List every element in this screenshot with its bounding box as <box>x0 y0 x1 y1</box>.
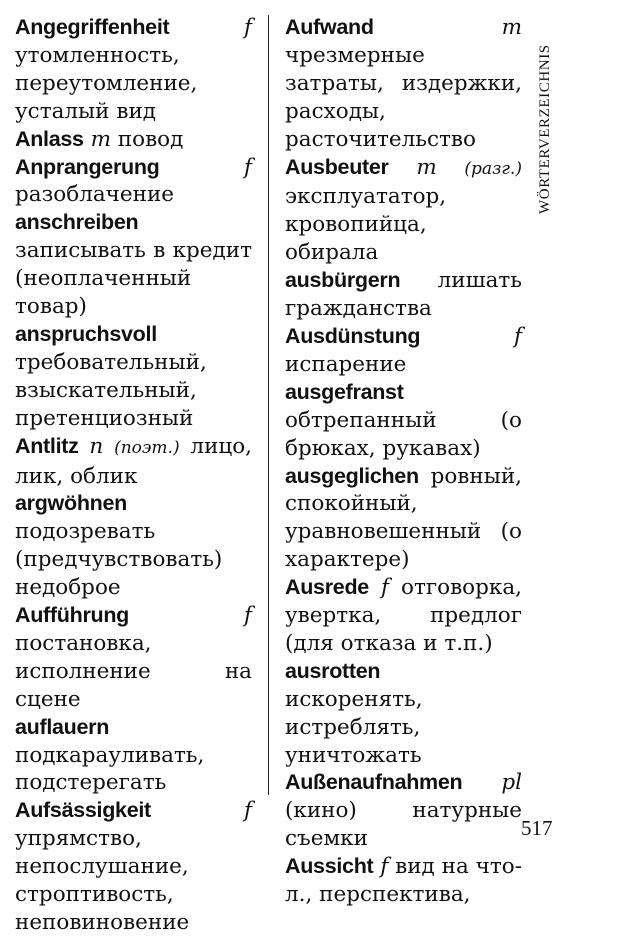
translation: лицо, лик, облик <box>15 433 253 489</box>
headword: Anlass <box>15 126 84 151</box>
grammar-tag: f <box>380 854 389 880</box>
translation: испарение <box>285 351 407 377</box>
translation: постановка, исполнение на сцене <box>15 630 252 712</box>
translation: утомленность, переутомление, усталый вид <box>15 42 198 124</box>
translation: обтрепанный (о брюках, рукавах) <box>285 407 522 461</box>
dictionary-entry <box>285 853 522 909</box>
section-side-label: WÖRTERVERZEICHNIS <box>537 44 553 214</box>
translation: искоренять, истреблять, уничтожать <box>285 686 423 768</box>
headword: Aufführung <box>15 603 130 628</box>
dictionary-entry <box>15 714 252 798</box>
translation: эксплуататор, кровопийца, обирала <box>285 184 447 266</box>
headword: Antlitz <box>15 433 79 458</box>
grammar-tag: m <box>416 154 437 180</box>
translation: вид на что-л., перспектива, <box>285 854 522 908</box>
grammar-tag: f <box>244 603 252 629</box>
grammar-tag: f <box>244 154 252 180</box>
headword: ausrotten <box>285 658 381 683</box>
headword: ausbürgern <box>285 268 401 293</box>
translation: подкарауливать, подстерегать <box>15 742 205 796</box>
headword: auflauern <box>15 714 110 739</box>
grammar-tag: pl <box>501 770 522 796</box>
dictionary-entry <box>285 658 522 770</box>
left-column <box>15 14 252 937</box>
translation: отговорка, увертка, предлог (для отказа и т.п.) <box>285 575 522 656</box>
translation: (кино) натурные съемки <box>285 798 522 852</box>
dictionary-entry <box>15 490 252 602</box>
headword: ausgeglichen <box>285 463 419 488</box>
dictionary-entry <box>285 463 522 575</box>
dictionary-entry <box>285 379 522 463</box>
translation: записывать в кредит (неоплаченный товар) <box>15 238 252 320</box>
usage-label: (разг.) <box>464 158 522 179</box>
translation: упрямство, непослушание, строптивость, неповиновение <box>15 826 190 935</box>
dictionary-entry <box>15 209 252 321</box>
column-divider <box>268 15 269 795</box>
translation: подозревать (предчувствовать) недоброе <box>15 519 223 601</box>
headword: Angegriffenheit <box>15 15 170 39</box>
translation: чрезмерные затраты, издержки, расходы, расточительство <box>285 42 522 152</box>
headword: Ausdünstung <box>285 323 421 348</box>
grammar-tag: f <box>244 15 252 40</box>
dictionary-entry <box>15 14 252 126</box>
grammar-tag: n <box>89 433 104 459</box>
translation: разоблачение <box>15 182 174 208</box>
translation: лишать гражданства <box>285 268 522 322</box>
grammar-tag: m <box>90 126 111 152</box>
usage-label: (поэт.) <box>114 437 180 458</box>
dictionary-entry <box>285 267 522 323</box>
headword: Aussicht <box>285 854 374 879</box>
dictionary-entry <box>15 797 252 937</box>
headword: Ausbeuter <box>285 154 389 179</box>
dictionary-entry <box>285 14 522 154</box>
headword: anspruchsvoll <box>15 321 157 346</box>
headword: Anprangerung <box>15 154 160 179</box>
translation: ровный, спокойный, уравновешенный (о характере) <box>285 463 522 573</box>
dictionary-entry <box>285 323 522 379</box>
grammar-tag: m <box>501 15 522 40</box>
headword: Aufsässigkeit <box>15 798 151 823</box>
headword: Ausrede <box>285 575 369 600</box>
translation: повод <box>117 126 184 152</box>
headword: Außenaufnahmen <box>285 770 463 795</box>
dictionary-entry <box>285 769 522 853</box>
grammar-tag: f <box>514 323 522 349</box>
grammar-tag: f <box>244 798 252 824</box>
page-number: 517 <box>521 816 553 840</box>
dictionary-entry <box>285 154 522 268</box>
right-column <box>285 14 522 909</box>
dictionary-entry <box>15 602 252 714</box>
dictionary-entry <box>15 126 252 154</box>
translation: требовательный, взыскательный, претенциозный <box>15 349 207 431</box>
headword: argwöhnen <box>15 491 127 516</box>
dictionary-entry <box>285 574 522 658</box>
headword: Aufwand <box>285 15 374 39</box>
dictionary-entry <box>15 433 252 491</box>
dictionary-entry <box>15 321 252 433</box>
headword: anschreiben <box>15 210 139 235</box>
dictionary-entry <box>15 154 252 210</box>
headword: ausgefranst <box>285 379 404 404</box>
grammar-tag: f <box>381 575 389 601</box>
